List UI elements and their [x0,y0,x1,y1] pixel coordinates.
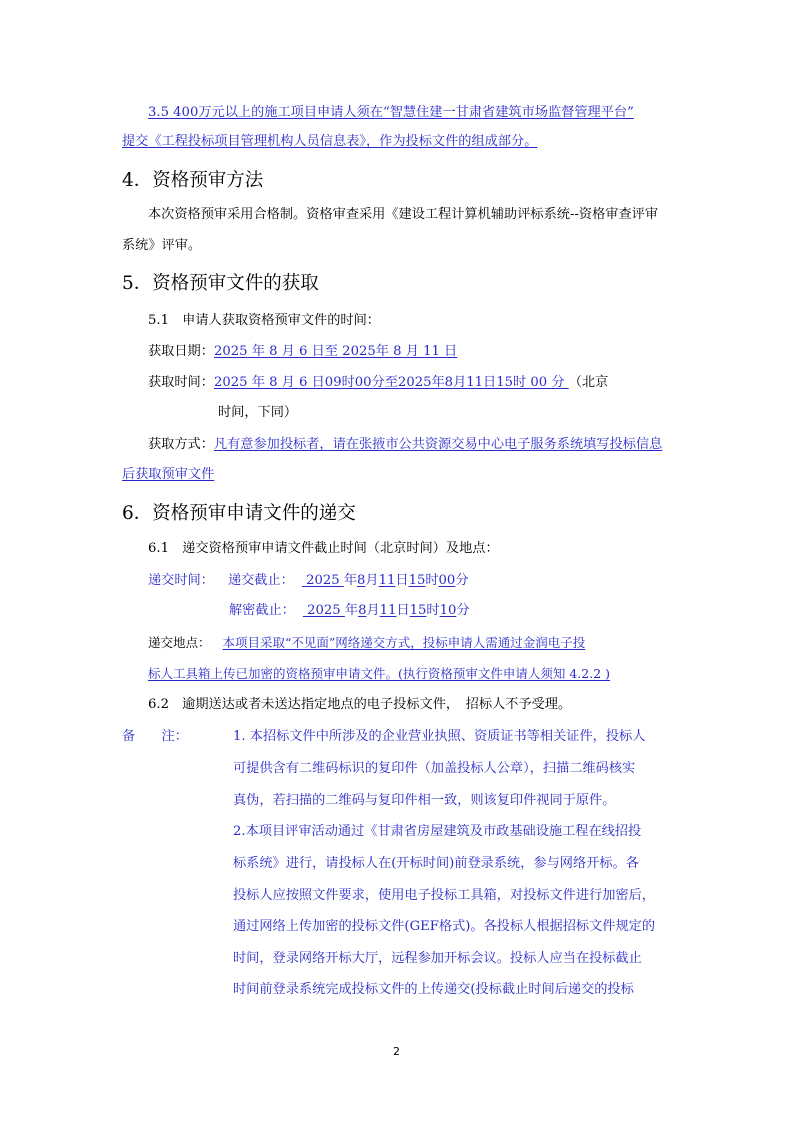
deliver-place-label: 递交地点： [148,635,211,650]
decrypt-month: 8 [358,603,367,618]
deadline-minute: 00 [438,573,456,588]
deadline-hour: 15 [408,573,426,588]
deadline-month: 8 [357,573,366,588]
unit-hour: 时 [425,573,439,588]
acquire-time-row [148,374,608,392]
remarks-line: 标系统》进行，请投标人在(开标时间)前登录系统，参与网络开标。各 [233,856,639,871]
item-3-5-line1: 3.5 400万元以上的施工项目申请人须在“智慧住建一甘肃省建筑市场监督管理平台” [148,105,634,120]
unit-year: 年 [343,573,358,588]
section-4-heading: 4．资格预审方法 [122,170,264,191]
unit-hour: 时 [426,603,440,618]
acquire-date-row [148,343,457,361]
decrypt-hour: 15 [409,603,427,618]
deliver-place-row [148,634,585,652]
remarks-line: 投标人应按照文件要求，使用电子投标工具箱，对投标文件进行加密后， [233,888,655,903]
decrypt-minute: 10 [439,603,457,618]
acquire-date-label: 获取日期： [148,344,214,359]
acquire-time-suffix: （北京 [568,375,609,390]
acquire-method-line2: 后获取预审文件 [122,467,215,482]
acquire-method-label: 获取方式： [148,437,214,452]
acquire-method-line1: 凡有意参加投标者，请在张掖市公共资源交易中心电子服务系统填写投标信息 [213,437,663,452]
remarks-line: 通过网络上传加密的投标文件(GEF格式)。各投标人根据招标文件规定的 [233,919,656,934]
section-4-para-line1: 本次资格预审采用合格制。资格审查采用《建设工程计算机辅助评标系统--资格审查评审 [148,207,659,222]
remarks-line: 1. 本招标文件中所涉及的企业营业执照、资质证书等相关证件，投标人 [233,729,646,744]
decrypt-deadline-row [229,602,470,620]
deadline-day: 11 [378,573,396,588]
unit-month: 月 [366,603,380,618]
section-4-para-line2: 系统》评审。 [122,238,202,253]
acquire-date-value: 2025 年 8 月 6 日至 2025年 8 月 11 日 [213,344,458,359]
remarks-line: 可提供含有二维码标识的复印件（加盖投标人公章），扫描二维码核实 [233,761,636,776]
acquire-method-row [148,436,662,454]
acquire-time-line2: 时间，下同） [218,405,298,420]
unit-minute: 分 [455,573,469,588]
unit-month: 月 [365,573,379,588]
remarks-line: 时间前登录系统完成投标文件的上传递交(投标截止时间后递交的投标 [233,982,634,997]
item-3-5-line2: 提交《工程投标项目管理机构人员信息表》，作为投标文件的组成部分。 [122,134,538,149]
decrypt-year: 2025 [302,603,345,618]
section-5-1: 5.1 申请人获取资格预审文件的时间： [148,313,380,328]
deliver-time-label: 递交时间： [148,573,214,588]
deliver-place-line2: 标人工具箱上传已加密的资格预审申请文件。(执行资格预审文件申请人须知 4.2.2 ) [148,666,611,681]
deliver-deadline-row [148,572,469,590]
remarks-line: 真伪，若扫描的二维码与复印件相一致，则该复印件视同于原件。 [233,793,616,808]
section-5-heading: 5．资格预审文件的获取 [122,273,319,294]
unit-day: 日 [395,573,409,588]
section-6-heading: 6．资格预审申请文件的递交 [122,503,356,524]
unit-minute: 分 [456,603,470,618]
decrypt-label: 解密截止： [229,603,295,618]
deadline-label: 递交截止： [227,573,294,588]
unit-year: 年 [344,603,359,618]
acquire-time-value: 2025 年 8 月 6 日09时00分至2025年8月11日15时 00 分 [213,375,569,390]
remarks-line: 时间，登录网络开标大厅，远程参加开标会议。投标人应当在投标截止 [233,951,642,966]
deliver-place-line1: 本项目采取“不见面”网络递交方式，投标申请人需通过金润电子投 [222,635,586,650]
decrypt-day: 11 [379,603,397,618]
page-number: 2 [393,1045,400,1058]
remarks-line: 2.本项目评审活动通过《甘肃省房屋建筑及市政基础设施工程在线招投 [233,824,642,839]
remarks-label: 备 注： [122,729,188,744]
unit-day: 日 [396,603,410,618]
acquire-time-label: 获取时间： [148,375,214,390]
deadline-year: 2025 [301,573,344,588]
section-6-2: 6.2 逾期送达或者未送达指定地点的电子投标文件， 招标人不予受理。 [148,697,572,712]
section-6-1: 6.1 递交资格预审申请文件截止时间（北京时间）及地点： [148,541,499,556]
